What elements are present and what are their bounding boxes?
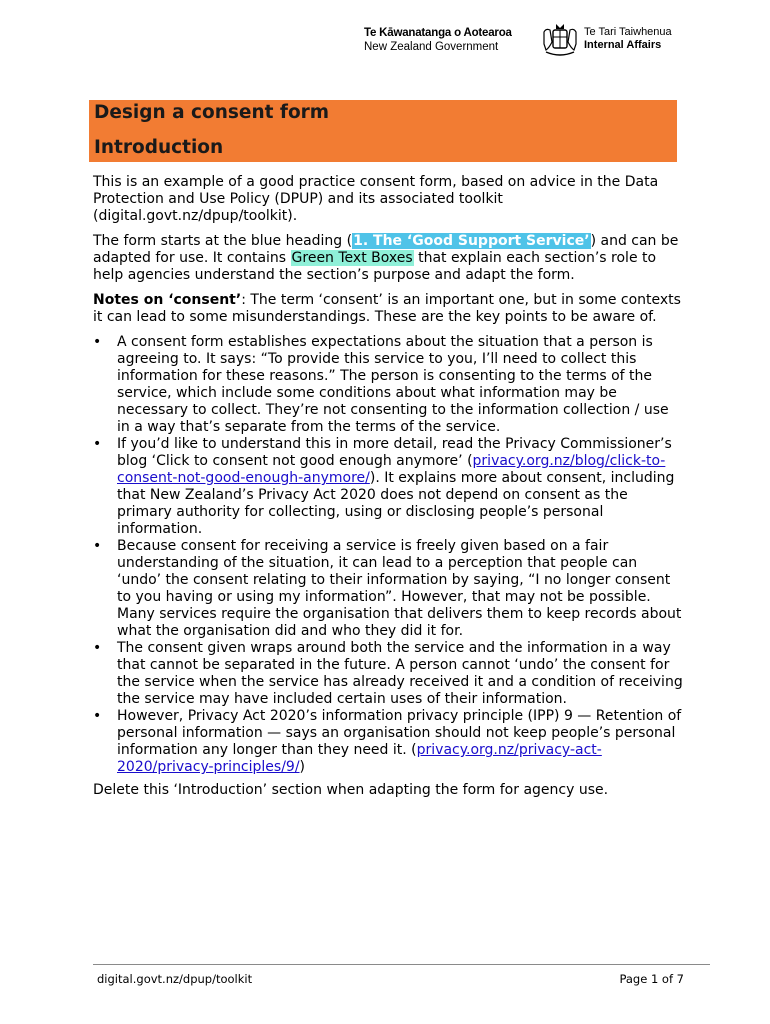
gov-maori-name: Te Kāwanatanga o Aotearoa [364,27,512,39]
nz-coat-of-arms-icon [540,22,580,58]
header-logos [364,22,684,62]
green-textbox-highlight: Green Text Boxes [291,250,413,266]
title-banner [89,100,677,162]
list-item [93,640,683,708]
list-item-text: If you’d like to understand this in more detail, read the Privacy Commissioner’s blog ‘Click to consent not good enough anymore’ ( [117,436,672,469]
document-body [93,174,683,807]
document-title: Design a consent form [94,102,330,123]
list-item [93,708,683,776]
list-item-text: ). It explains more about consent, including that New Zealand’s Privacy Act 2020 does not depend on consent as the primary authority for collecting, using or disclosing people’s personal information. [117,470,675,537]
list-item [93,436,683,538]
bullet-icon: • [93,640,102,656]
dept-english-name: Internal Affairs [584,39,662,51]
notes-label: Notes on ‘consent’ [93,292,242,308]
list-item [93,538,683,640]
intro-paragraph: This is an example of a good practice consent form, based on advice in the Data Protection and Use Policy (DPUP) and its associated toolkit (digital.govt.nz/dpup/toolkit). [93,174,659,224]
dept-maori-name: Te Tari Taiwhenua [584,26,672,38]
internal-affairs-logo [584,26,672,52]
section-heading: Introduction [94,137,224,158]
text-span: that explain each section’s role to help agencies understand the section’s purpose and adapt the form. [93,250,657,283]
list-item-text: A consent form establishes expectations about the situation that a person is agreeing to. It says: “To provide this service to you, I’ll need to collect this information for these reasons.” The person is consenting to the terms of the service, which include some conditions about what information may be necessary to collect. They’re not consenting to the information collection / use in a way that’s separate from the terms of the service. [117,334,669,435]
notes-text: : The term ‘consent’ is an important one, but in some contexts it can lead to some misunderstandings. These are the key points to be aware of. [93,292,681,325]
text-span: The form starts at the blue heading ( [93,233,353,249]
footer-divider [93,964,710,965]
blue-heading-highlight: 1. The ‘Good Support Service’ [353,233,590,249]
bullet-icon: • [93,538,102,554]
consent-points-list [93,334,683,776]
privacy-blog-link[interactable]: privacy.org.nz/blog/click-to-consent-not-good-enough-anymore/ [117,453,666,486]
nz-government-logo [364,26,512,54]
list-item-text: ) [299,759,306,775]
list-item-text: However, Privacy Act 2020’s information privacy principle (IPP) 9 — Retention of personal information — says an organisation should not keep people’s personal information any longer than they need it. ( [117,708,682,758]
text-span: ) and can be adapted for use. It contains [93,233,679,266]
bullet-icon: • [93,436,102,452]
privacy-principle-link[interactable]: privacy.org.nz/privacy-act-2020/privacy-principles/9/ [117,742,602,775]
page-number: Page 1 of 7 [619,972,684,986]
bullet-icon: • [93,334,102,350]
consent-notes-paragraph [93,292,683,326]
bullet-icon: • [93,708,102,724]
form-start-paragraph [93,233,683,284]
closing-instruction: Delete this ‘Introduction’ section when adapting the form for agency use. [93,782,609,798]
footer-url: digital.govt.nz/dpup/toolkit [97,972,253,986]
list-item-text: The consent given wraps around both the service and the information in a way that cannot be separated in the future. A person cannot ‘undo’ the consent for the service when the service has already received it and a condition of receiving the service may have included certain uses of their information. [117,640,683,707]
list-item [93,334,683,436]
gov-english-name: New Zealand Government [364,41,499,53]
list-item-text: Because consent for receiving a service is freely given based on a fair understanding of the situation, it can lead to a perception that people can ‘undo’ the consent relating to their information by saying, “I no longer consent to you having or using my information”. However, that may not be possible. Many services require the organisation that delivers them to keep records about what the organisation did and who they did it for. [117,538,682,639]
